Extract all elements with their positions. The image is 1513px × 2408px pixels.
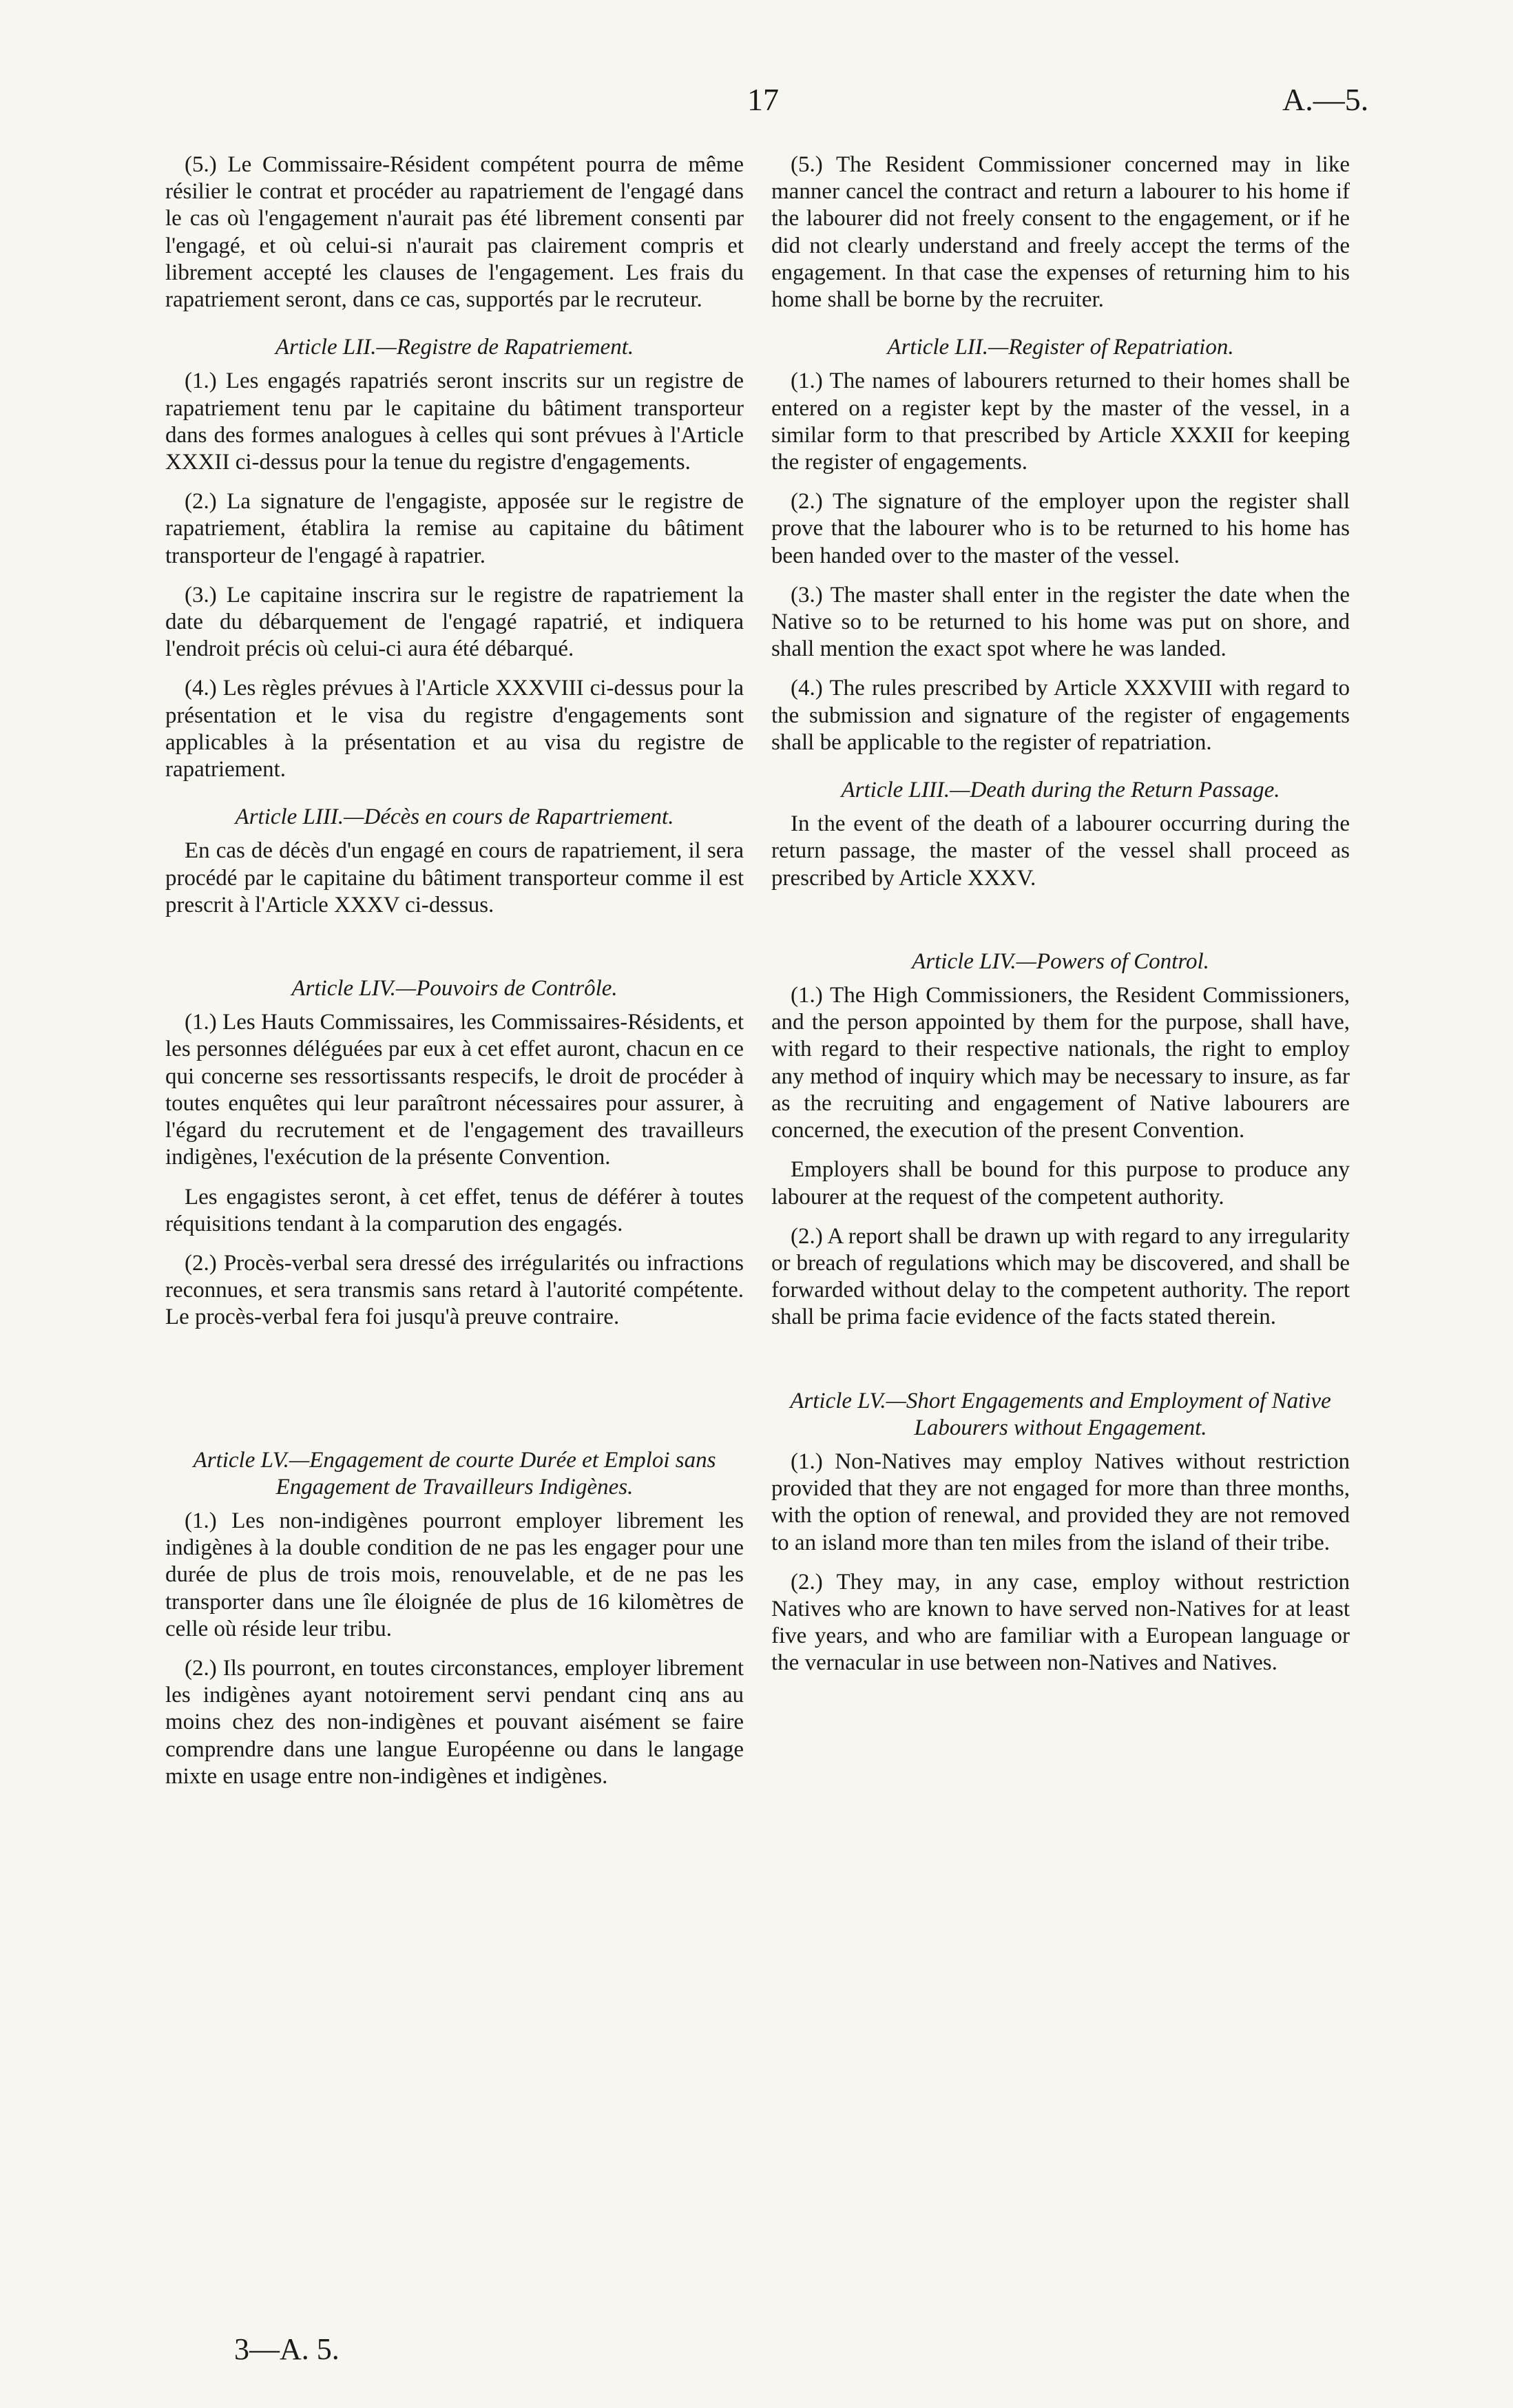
paragraph: (1.) The High Commissioners, the Resident Commissioners, and the person appointed by them for the purpose, shall have, with regard to their respective nationals, the right to employ any method of inquiry which may be necessary to insure, as far as the recruiting and engagement of Native labourers are concerned, the execution of the present Convention. — [771, 983, 1350, 1143]
paragraph: (2.) Procès-verbal sera dressé des irrégularités ou infractions reconnues, et sera transmis sans retard à l'autorité compétente. Le procès-verbal fera foi jusqu'à preuve contraire. — [165, 1250, 744, 1330]
paragraph: (3.) The master shall enter in the register the date when the Native so to be returned to his home was put on shore, and shall mention the exact spot where he was landed. — [771, 582, 1350, 662]
article-55-fr — [165, 1447, 744, 1790]
paragraph: (4.) Les règles prévues à l'Article XXXVIII ci-dessus pour la présentation et le visa du registre d'engagements sont applicables à la présentation et au visa du registre de rapatriement. — [165, 676, 744, 782]
paragraph: (1.) The names of labourers returned to their homes shall be entered on a register kept by the master of the vessel, in a similar form to that prescribed by Article XXXII for keeping the register of engagements. — [771, 369, 1350, 475]
article-53-fr — [165, 804, 744, 919]
article-52-en — [771, 334, 1350, 756]
page-number: 17 — [747, 82, 779, 117]
paragraph: (1.) Les non-indigènes pourront employer librement les indigènes à la double condition de ne pas les engager pour une durée de plus de trois mois, renouvelable, et de ne pas les transporter dans une île éloignée de plus de 16 kilomètres de celle où réside leur tribu. — [165, 1508, 744, 1641]
paragraph: (4.) The rules prescribed by Article XXXVIII with regard to the submission and signature of the register of engagements shall be applicable to the register of repatriation. — [771, 676, 1350, 755]
article-heading: Article LIV.—Pouvoirs de Contrôle. — [291, 976, 618, 1001]
article-heading: Article LIII.—Death during the Return Passage. — [841, 778, 1280, 803]
french-column — [165, 152, 744, 1811]
paragraph: (1.) Non-Natives may employ Natives without restriction provided that they are not engaged for more than three months, with the option of renewal, and provided they are not removed to an island more than ten miles from the island of their tribe. — [771, 1449, 1350, 1555]
paragraph: (5.) Le Commissaire-Résident compétent pourra de même résilier le contrat et procéder au rapatriement de l'engagé dans le cas où l'engagement n'aurait pas été librement consenti par l'engagé, et où celui-si n'aurait pas clairement compris et librement accepté les clauses de l'engagement. Les frais du rapatriement seront, dans ce cas, supportés par le recruteur. — [165, 152, 744, 313]
article-55-en — [771, 1388, 1350, 1677]
article-52-fr — [165, 334, 744, 783]
paragraph: En cas de décès d'un engagé en cours de rapatriement, il sera procédé par le capitaine du bâtiment transporteur comme il est prescrit à l'Article XXXV ci-dessus. — [165, 838, 744, 917]
article-heading: Article LV.—Short Engagements and Employment of Native Labourers without Engagement. — [790, 1388, 1331, 1440]
paragraph: Les engagistes seront, à cet effet, tenus de déférer à toutes réquisitions tendant à la comparution des engagés. — [165, 1184, 744, 1236]
paragraph: In the event of the death of a labourer occurring during the return passage, the master of the vessel shall proceed as prescribed by Article XXXV. — [771, 811, 1350, 891]
paragraph: (2.) The signature of the employer upon the register shall prove that the labourer who is to be returned to his home has been handed over to the master of the vessel. — [771, 489, 1350, 568]
page-header — [0, 81, 1513, 129]
document-reference: A.—5. — [1282, 82, 1369, 117]
article-51-para-5-fr — [165, 152, 744, 313]
paragraph: (1.) Les Hauts Commissaires, les Commissaires-Résidents, et les personnes déléguées par eux à cet effet auront, chacun en ce qui concerne ses ressortissants respecifs, le droit de procéder à toutes enquêtes qui leur paraîtront nécessaires pour assurer, à l'égard du recrutement et de l'engagement des travailleurs indigènes, l'exécution de la présente Convention. — [165, 1010, 744, 1170]
article-heading: Article LII.—Registre de Rapatriement. — [275, 335, 634, 360]
article-53-en — [771, 777, 1350, 892]
article-51-para-5-en — [771, 152, 1350, 313]
paragraph: (2.) Ils pourront, en toutes circonstances, employer librement les indigènes ayant notoirement servi pendant cinq ans au moins chez des non-indigènes et pouvant aisément se faire comprendre dans une langue Européenne ou dans le langage mixte en usage entre non-indigènes et indigènes. — [165, 1655, 744, 1789]
article-heading: Article LV.—Engagement de courte Durée et Emploi sans Engagement de Travailleurs Indigènes. — [193, 1447, 716, 1499]
sheet-reference: 3—A. 5. — [234, 2332, 340, 2366]
paragraph: (2.) They may, in any case, employ without restriction Natives who are known to have served non-Natives for at least five years, and who are familiar with a European language or the vernacular in use between non-Natives and Natives. — [771, 1569, 1350, 1676]
article-54-fr — [165, 975, 744, 1331]
paragraph: Employers shall be bound for this purpose to produce any labourer at the request of the competent authority. — [771, 1157, 1350, 1210]
article-54-en — [771, 948, 1350, 1331]
paragraph: (2.) La signature de l'engagiste, apposée sur le registre de rapatriement, établira la remise au capitaine du bâtiment transporteur de l'engagé à rapatrier. — [165, 489, 744, 568]
article-heading: Article LIII.—Décès en cours de Rapartriement. — [235, 805, 674, 830]
paragraph: (2.) A report shall be drawn up with regard to any irregularity or breach of regulations which may be discovered, and shall be forwarded without delay to the competent authority. The report shall be prima facie evidence of the facts stated therein. — [771, 1223, 1350, 1330]
paragraph: (1.) Les engagés rapatriés seront inscrits sur un registre de rapatriement tenu par le capitaine du bâtiment transporteur dans des formes analogues à celles qui sont prévues à l'Article XXXII ci-dessus pour la tenue du registre d'engagements. — [165, 369, 744, 475]
article-heading: Article LII.—Register of Repatriation. — [887, 335, 1234, 360]
article-heading: Article LIV.—Powers of Control. — [912, 948, 1209, 974]
paragraph: (5.) The Resident Commissioner concerned may in like manner cancel the contract and return a labourer to his home if the labourer did not freely consent to the engagement, or if he did not clearly understand and freely accept the terms of the engagement. In that case the expenses of returning him to his home shall be borne by the recruiter. — [771, 152, 1350, 313]
english-column — [771, 152, 1350, 1698]
paragraph: (3.) Le capitaine inscrira sur le registre de rapatriement la date du débarquement de l'engagé rapatrié, et indiquera l'endroit précis où celui-ci aura été débarqué. — [165, 582, 744, 662]
